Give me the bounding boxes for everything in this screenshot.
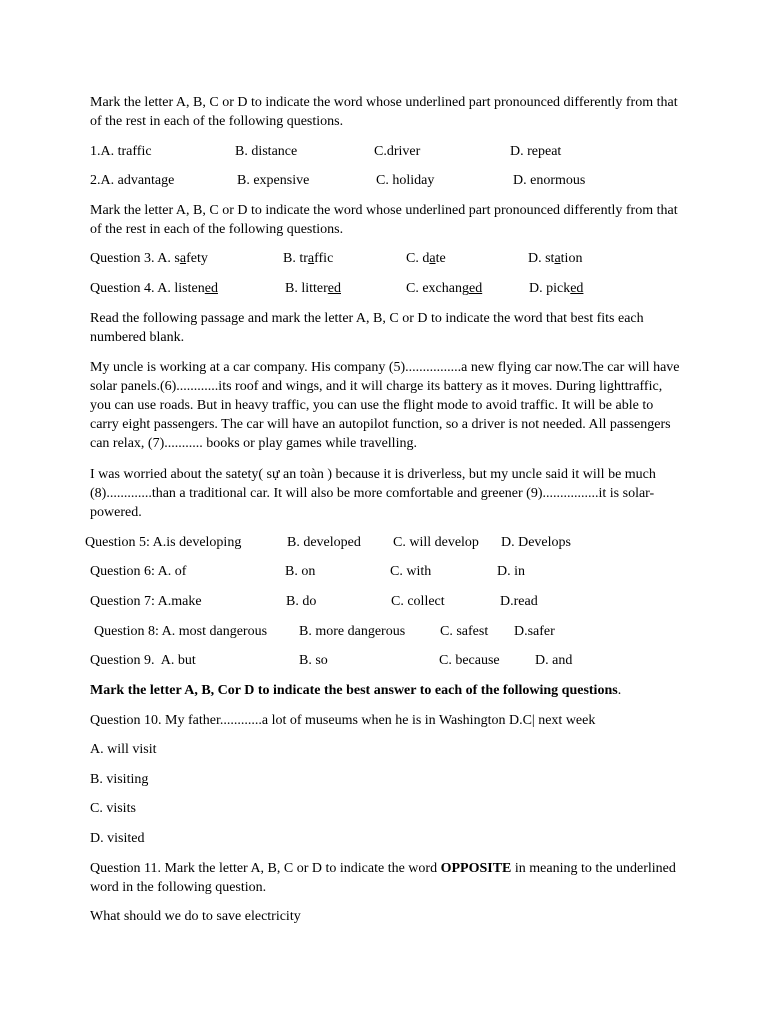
q1-option-b: B. distance	[235, 144, 298, 159]
q3-option-c	[406, 249, 446, 268]
q8-option-d: D.safer	[514, 624, 555, 639]
q1-option-d: D. repeat	[510, 144, 562, 159]
q3-a-underlined: a	[179, 251, 187, 266]
question-5-row	[0, 533, 768, 552]
q3-d-underlined: a	[554, 251, 561, 266]
instruction-pronunciation-1: Mark the letter A, B, C or D to indicate the word whose underlined part pronounced differently from that of the rest in each of the following questions.	[90, 95, 678, 129]
question-6-row	[0, 562, 768, 581]
instruction-best-answer: Mark the letter A, B, Cor D to indicate the best answer to each of the following questions.	[90, 683, 622, 698]
q4-b-underlined: ed	[327, 281, 341, 296]
q6-option-c: C. with	[390, 564, 432, 579]
question-10-stem: Question 10. My father............a lot of museums when he is in Washington D.C| next week	[90, 713, 596, 728]
q9-option-a: Question 9. A. but	[90, 653, 196, 668]
q10-option-d: D. visited	[90, 831, 145, 846]
q10-option-a: A. will visit	[90, 742, 157, 757]
passage-paragraph-1: My uncle is working at a car company. His company (5)................a new flying car now.The car will have solar panels.(6)............its roof and wings, and it will charge its battery as it moves. During lighttraffic, you can use roads. But in heavy traffic, you can use the flight mode to avoid traffic. It will be able to carry eight passengers. The car will have an autopilot function, so a driver is not needed. All passengers can relax, (7)........... books or play games while travelling.	[90, 360, 680, 451]
q5-option-b: B. developed	[287, 535, 361, 550]
q9-option-d: D. and	[535, 653, 573, 668]
q7-option-a: Question 7: A.make	[90, 594, 202, 609]
q6-option-a: Question 6: A. of	[90, 564, 187, 579]
q4-d-pre: D. pick	[529, 281, 571, 296]
question-2-row	[0, 171, 768, 190]
q7-option-d: D.read	[500, 594, 538, 609]
q5-option-c: C. will develop	[393, 535, 479, 550]
question-1-row	[0, 142, 768, 161]
q8-option-b: B. more dangerous	[299, 624, 406, 639]
q3-option-b	[283, 249, 333, 268]
question-4-row	[0, 279, 768, 298]
question-9-row	[0, 651, 768, 670]
q5-option-a: Question 5: A.is developing	[85, 535, 242, 550]
question-8-row	[0, 622, 768, 641]
q4-a-underlined: ed	[204, 281, 218, 296]
q2-option-a: 2.A. advantage	[90, 173, 175, 188]
q4-c-underlined: ed	[468, 281, 483, 296]
q9-option-b: B. so	[299, 653, 328, 668]
q1-option-c: C.driver	[374, 144, 421, 159]
q6-option-d: D. in	[497, 564, 525, 579]
q2-option-b: B. expensive	[237, 173, 310, 188]
q5-option-d: D. Develops	[501, 535, 571, 550]
q4-d-underlined: ed	[570, 281, 584, 296]
question-3-row	[0, 249, 768, 268]
q10-option-c: C. visits	[90, 801, 136, 816]
q4-option-d	[529, 279, 583, 298]
q7-option-c: C. collect	[391, 594, 445, 609]
q11-stem-post: in meaning to the underlined word in the following question.	[90, 861, 676, 895]
q3-c-post: te	[435, 251, 446, 266]
q10-option-b: B. visiting	[90, 772, 149, 787]
q8-option-a: Question 8: A. most dangerous	[94, 624, 268, 639]
q11-sentence: What should we do to save electricity	[90, 909, 301, 924]
q9-option-c: C. because	[439, 653, 500, 668]
q3-d-post: tion	[560, 251, 583, 266]
q3-a-post: fety	[186, 251, 208, 266]
q3-b-pre: B. tr	[283, 251, 308, 266]
q4-option-c	[406, 279, 482, 298]
question-11-stem	[90, 859, 680, 897]
q3-d-pre: D. st	[528, 251, 555, 266]
q3-option-d	[528, 249, 582, 268]
q4-option-a	[90, 279, 218, 298]
q1-option-a: 1.A. traffic	[90, 144, 152, 159]
instruction-pronunciation-2: Mark the letter A, B, C or D to indicate the word whose underlined part pronounced differently from that of the rest in each of the following questions.	[90, 203, 678, 237]
q2-option-c: C. holiday	[376, 173, 435, 188]
passage-paragraph-2: I was worried about the satety( sự an toàn ) because it is driverless, but my uncle said it will be much (8).............than a traditional car. It will also be more comfortable and greener (9)................it is solar-powered.	[90, 467, 656, 520]
instruction-best-answer-text: Mark the letter A, B, Cor D to indicate the best answer to each of the following questions	[90, 683, 618, 698]
q8-option-c: C. safest	[440, 624, 489, 639]
q7-option-b: B. do	[286, 594, 317, 609]
q3-c-underlined: a	[429, 251, 436, 266]
q4-a-pre: Question 4. A. listen	[90, 281, 205, 296]
q3-a-pre: Question 3. A. s	[90, 251, 180, 266]
q11-stem-bold: OPPOSITE	[440, 861, 512, 876]
question-7-row	[0, 592, 768, 611]
q3-b-underlined: a	[307, 251, 315, 266]
q4-b-pre: B. litter	[285, 281, 328, 296]
q3-b-post: ffic	[314, 251, 334, 266]
q4-option-b	[285, 279, 341, 298]
q4-c-pre: C. exchang	[406, 281, 469, 296]
q6-option-b: B. on	[285, 564, 316, 579]
q11-stem-pre: Question 11. Mark the letter A, B, C or D to indicate the word	[90, 861, 441, 876]
q3-option-a	[90, 249, 208, 268]
q3-c-pre: C. d	[406, 251, 430, 266]
q2-option-d: D. enormous	[513, 173, 586, 188]
instruction-passage: Read the following passage and mark the letter A, B, C or D to indicate the word that best fits each numbered blank.	[90, 311, 644, 345]
